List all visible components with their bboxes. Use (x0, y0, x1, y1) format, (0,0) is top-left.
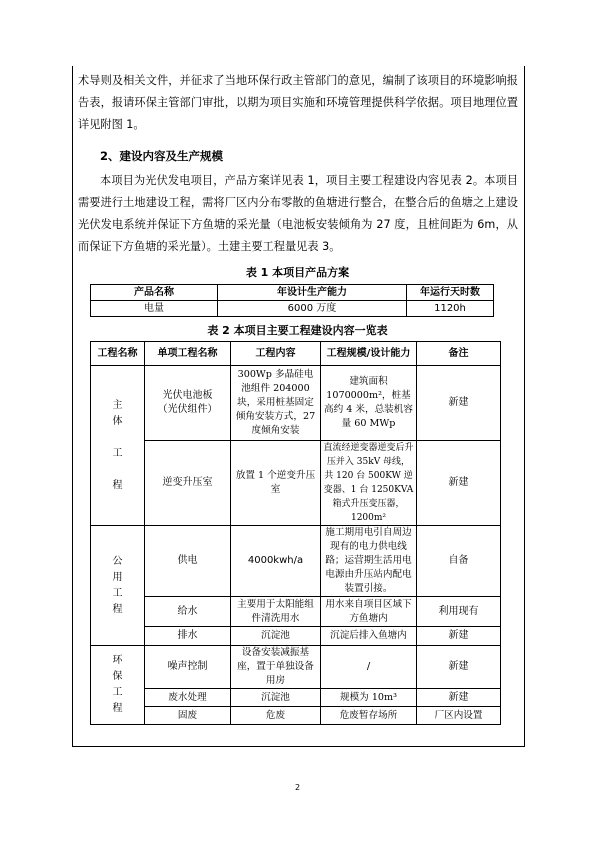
table-cell: 固废 (145, 707, 231, 725)
table-header: 年运行天时数 (407, 285, 494, 301)
table-row (91, 646, 501, 689)
construction-table (90, 341, 501, 725)
table-cell: 新建 (417, 689, 501, 707)
table-cell: 新建 (417, 646, 501, 689)
table-cell: 主要用于太阳能组件清洗用水 (231, 597, 321, 627)
table-cell: 危废暂存场所 (321, 707, 417, 725)
table-cell: 给水 (145, 597, 231, 627)
table1-caption: 表 1 本项目产品方案 (245, 266, 350, 279)
table-cell: 光伏电池板 （光伏组件） (145, 366, 231, 441)
table-cell: 用水来自项目区域下方鱼塘内 (321, 597, 417, 627)
table-cell: 利用现有 (417, 597, 501, 627)
table-cell: 自备 (417, 526, 501, 597)
group-public-cell: 公 用 工 程 (91, 526, 145, 646)
section-heading: 2、建设内容及生产规模 (100, 149, 224, 163)
table-cell: 6000 万度 (218, 301, 407, 317)
table-cell: 排水 (145, 627, 231, 646)
table-cell: 电量 (91, 301, 218, 317)
table-header: 年设计生产能力 (218, 285, 407, 301)
group-env-cell: 环 保 工 程 (91, 646, 145, 725)
table-row (91, 441, 501, 526)
table-cell: 沉淀池 (231, 627, 321, 646)
table-cell: 建筑面积 1070000m²，桩基高约 4 米，总装机容量 60 MWp (321, 366, 417, 441)
table-cell: 施工期用电引自周边现有的电力供电线路；运营期生活用电电源由升压站内配电装置引接。 (321, 526, 417, 597)
table-row (91, 627, 501, 646)
table2-caption: 表 2 本项目主要工程建设内容一览表 (207, 324, 388, 337)
group-main-cell: 主 体 工 程 (91, 366, 145, 526)
table-cell: 沉淀池 (231, 689, 321, 707)
table-cell: 供电 (145, 526, 231, 597)
table-header: 工程规模/设计能力 (321, 342, 417, 366)
table-row (91, 301, 494, 317)
table-cell: 1120h (407, 301, 494, 317)
table-cell: 新建 (417, 441, 501, 526)
table-row (91, 366, 501, 441)
table-cell: 设备安装减振基座，置于单独设备用房 (231, 646, 321, 689)
table-cell: 逆变升压室 (145, 441, 231, 526)
table-cell: 新建 (417, 366, 501, 441)
table-cell: 4000kwh/a (231, 526, 321, 597)
table-cell: 新建 (417, 627, 501, 646)
table-header: 单项工程名称 (145, 342, 231, 366)
table-header: 备注 (417, 342, 501, 366)
table-cell: 沉淀后排入鱼塘内 (321, 627, 417, 646)
table-cell: 规模为 10m³ (321, 689, 417, 707)
table-row (91, 689, 501, 707)
table-header-row (91, 342, 501, 366)
table-cell: 废水处理 (145, 689, 231, 707)
table-cell: 放置 1 个逆变升压室 (231, 441, 321, 526)
table-row (91, 707, 501, 725)
product-table (90, 284, 494, 317)
table-cell: 直流经逆变器逆变后升压并入 35kV 母线，共 120 台 500KW 逆变器、1 台 1250KVA 箱式升压变压器，1200m² (321, 441, 417, 526)
table-cell: 厂区内设置 (417, 707, 501, 725)
intro-paragraph: 术导则及相关文件，并征求了当地环保行政主管部门的意见，编制了该项目的环境影响报告表，报请环保主管部门审批，以期为项目实施和环境管理提供科学依据。项目地理位置详见附图 1。 (78, 74, 518, 131)
table-header: 工程内容 (231, 342, 321, 366)
table-row (91, 597, 501, 627)
table-header-row (91, 285, 494, 301)
table-cell: 300Wp 多晶硅电池组件 204000 块，采用桩基固定倾角安装方式，27 度倾角安装 (231, 366, 321, 441)
table-cell: 危废 (231, 707, 321, 725)
table-row (91, 526, 501, 597)
table-header: 工程名称 (91, 342, 145, 366)
table-cell: 噪声控制 (145, 646, 231, 689)
table-header: 产品名称 (91, 285, 218, 301)
table-cell: / (321, 646, 417, 689)
section-paragraph: 本项目为光伏发电项目，产品方案详见表 1，项目主要工程建设内容见表 2。本项目需要进行土地建设工程，需将厂区内分布零散的鱼塘进行整合，在整合后的鱼塘之上建设光伏发电系统并保证下方鱼塘的采光量（电池板安装倾角为 27 度，且桩间距为 6m，从而保证下方鱼塘的采光量）。土建主要工程量见表 3。 (78, 174, 518, 253)
page-number: 2 (294, 783, 301, 792)
